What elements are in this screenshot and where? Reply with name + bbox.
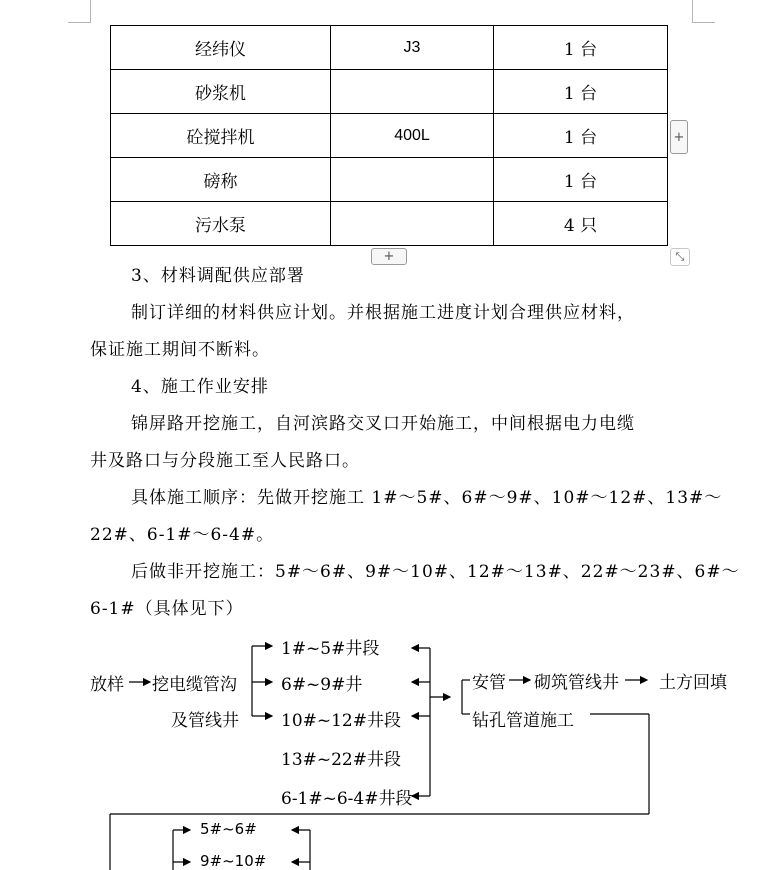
equipment-qty-cell[interactable]: 1 台	[494, 114, 668, 158]
flow-node-segment: 6-1#~6-4#井段	[281, 789, 413, 809]
equipment-name-cell[interactable]: 砼搅拌机	[111, 114, 331, 158]
flow-node-drilling: 钻孔管道施工	[472, 711, 574, 731]
paragraph-text: 22#、6-1#～6-4#。	[90, 525, 275, 545]
equipment-qty-cell[interactable]: 1 台	[494, 70, 668, 114]
equipment-qty-cell[interactable]: 1 台	[494, 26, 668, 70]
equipment-model-cell[interactable]: 400L	[331, 114, 494, 158]
paragraph-text: 具体施工顺序：先做开挖施工 1#～5#、6#～9#、10#～12#、13#～	[131, 488, 723, 508]
paragraph-text: 井及路口与分段施工至人民路口。	[90, 451, 360, 471]
equipment-qty-cell[interactable]: 1 台	[494, 158, 668, 202]
flow-node-segment: 13#~22#井段	[281, 750, 401, 770]
flow-node-masonry-well: 砌筑管线井	[534, 673, 619, 693]
equipment-name-cell[interactable]: 污水泵	[111, 202, 331, 246]
flow-node-dig-trench-cont: 及管线井	[171, 711, 239, 731]
equipment-name-cell[interactable]: 砂浆机	[111, 70, 331, 114]
flow-node-segment: 6#~9#井	[281, 675, 363, 695]
flow-node-layout: 放样	[90, 675, 124, 695]
flow-node-sub-segment: 9#~10#	[200, 852, 267, 870]
equipment-qty-cell[interactable]: 4 只	[494, 202, 668, 246]
flow-node-dig-trench: 挖电缆管沟	[152, 675, 237, 695]
add-row-button[interactable]: +	[371, 248, 407, 265]
heading-construction-arrangement: 4、施工作业安排	[131, 377, 269, 397]
equipment-model-cell[interactable]: J3	[331, 26, 494, 70]
paragraph-text: 制订详细的材料供应计划。并根据施工进度计划合理供应材料，	[131, 303, 635, 323]
flow-node-backfill: 土方回填	[659, 673, 727, 693]
paragraph-text: 后做非开挖施工：5#～6#、9#～10#、12#～13#、22#～23#、6#～	[131, 562, 740, 582]
equipment-name-cell[interactable]: 经纬仪	[111, 26, 331, 70]
paragraph-text: 6-1#（具体见下）	[90, 599, 244, 619]
add-column-button[interactable]: +	[670, 120, 688, 154]
flow-node-segment: 10#~12#井段	[281, 711, 401, 731]
paragraph-text: 锦屏路开挖施工，自河滨路交叉口开始施工，中间根据电力电缆	[131, 414, 635, 434]
paragraph-text: 保证施工期间不断料。	[90, 340, 270, 360]
table-resize-handle-icon[interactable]: ⤡	[670, 248, 690, 266]
heading-material-supply: 3、材料调配供应部署	[131, 266, 305, 286]
flow-node-pipe-install: 安管	[472, 673, 506, 693]
flow-node-sub-segment: 5#~6#	[200, 820, 257, 838]
equipment-name-cell[interactable]: 磅称	[111, 158, 331, 202]
flow-node-segment: 1#~5#井段	[281, 639, 380, 659]
